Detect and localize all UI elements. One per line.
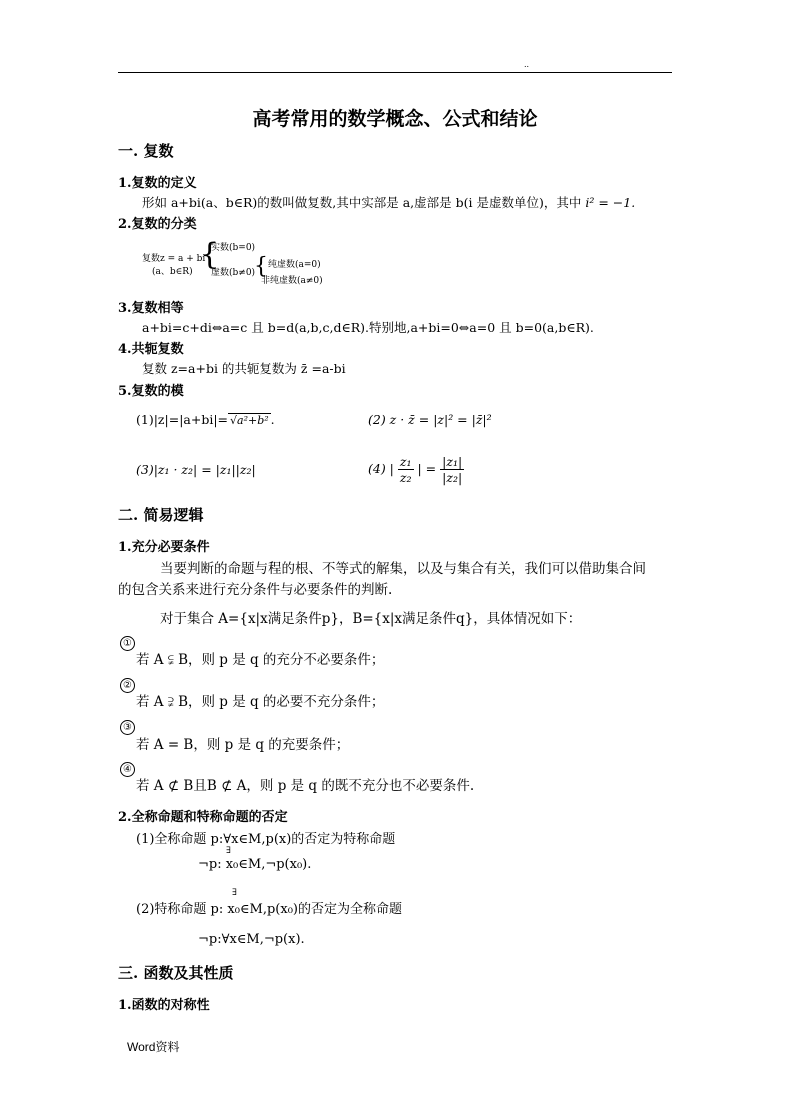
subheading-sufficient-necessary: 1.充分必要条件: [118, 540, 210, 555]
subheading-classification: 2.复数的分类: [118, 217, 197, 232]
class-main: 复数z = a + bi: [142, 254, 206, 264]
subheading-conjugate: 4.共轭复数: [118, 342, 184, 357]
section-heading-functions: 三. 函数及其性质: [118, 964, 234, 982]
modulus-4: [368, 454, 464, 485]
logic-para-1: 当要判断的命题与程的根、不等式的解集，以及与集合有关，我们可以借助集合间: [160, 561, 646, 577]
class-cond: (a、b∈R): [152, 267, 193, 277]
class-brace: {: [200, 237, 220, 272]
definition-text: [142, 193, 635, 211]
modulus-2: (2) z · z̄ = |z|² = |z̄|²: [368, 412, 492, 427]
exists-symbol-2: ∃: [232, 888, 237, 898]
logic-para-2: 的包含关系来进行充分条件与必要条件的判断.: [118, 582, 393, 598]
logic-para-3: 对于集合 A={x|x满足条件p}，B={x|x满足条件q}，具体情况如下：: [160, 611, 582, 627]
class-nonpure: 非纯虚数(a≠0): [261, 276, 323, 286]
section-heading-complex: 一. 复数: [118, 142, 174, 160]
subheading-definition: 1.复数的定义: [118, 176, 197, 191]
section-heading-logic: 二. 简易逻辑: [118, 506, 204, 524]
exists-symbol-1: ∃: [226, 846, 231, 856]
logic-case-2: 若 A ⫌ B，则 p 是 q 的必要不充分条件；: [136, 694, 385, 710]
fraction-abs-den: |z₂|: [442, 470, 463, 485]
class-real: 实数(b=0): [211, 243, 256, 253]
header-dots: ..: [524, 60, 530, 69]
fraction-den: z₂: [399, 470, 412, 485]
circle-number-1: ①: [120, 636, 135, 651]
fraction-abs-num: |z₁|: [442, 454, 463, 469]
subheading-negation: 2.全称命题和特称命题的否定: [118, 810, 288, 825]
modulus-1-lhs: (1)|z|=|a+bi|=: [136, 412, 229, 427]
subheading-equality: 3.复数相等: [118, 301, 184, 316]
logic-case-4: 若 A ⊄ B且B ⊄ A，则 p 是 q 的既不充分也不必要条件.: [136, 778, 475, 794]
circle-number-4: ④: [120, 762, 135, 777]
definition-body: 形如 a+bi(a、b∈R)的数叫做复数,其中实部是 a,虚部是 b(i 是虚数单位)，其中: [142, 195, 582, 210]
class-imag: 虚数(b≠0): [211, 268, 256, 278]
class-brace-inner: {: [254, 254, 268, 279]
circle-number-3: ③: [120, 720, 135, 735]
negation-universal-result: ¬p: x₀∈M,¬p(x₀).: [198, 857, 312, 872]
subheading-modulus: 5.复数的模: [118, 384, 184, 399]
modulus-4-eq: | =: [417, 461, 437, 476]
logic-case-3: 若 A = B，则 p 是 q 的充要条件；: [136, 737, 350, 753]
fraction-num: z₁: [399, 454, 412, 469]
fraction-z1-z2: [398, 454, 414, 485]
subheading-symmetry: 1.函数的对称性: [118, 998, 210, 1013]
fraction-abs: [440, 454, 464, 485]
sqrt-expression: √a²+b²: [230, 414, 269, 427]
class-pure: 纯虚数(a=0): [268, 260, 321, 270]
modulus-3: (3)|z₁ · z₂| = |z₁||z₂|: [136, 462, 256, 477]
footer-label: Word资料: [127, 1040, 180, 1054]
modulus-1-period: .: [270, 412, 275, 427]
definition-i-squared: i² = −1.: [585, 195, 636, 210]
negation-universal: (1)全称命题 p:∀x∈M,p(x)的否定为特称命题: [136, 832, 396, 847]
equality-text: a+bi=c+di⇔a=c 且 b=d(a,b,c,d∈R).特别地,a+bi=0⇔a=0 且 b=0(a,b∈R).: [142, 320, 594, 335]
logic-case-1: 若 A ⫋ B，则 p 是 q 的充分不必要条件；: [136, 652, 385, 668]
modulus-1: [136, 412, 275, 427]
circle-number-2: ②: [120, 678, 135, 693]
negation-existential-result: ¬p:∀x∈M,¬p(x).: [198, 932, 305, 947]
conjugate-text: 复数 z=a+bi 的共轭复数为 z̄ =a-bi: [142, 361, 346, 376]
modulus-4-lhs: (4) |: [368, 461, 394, 476]
classification-diagram: [142, 237, 372, 290]
page-title: 高考常用的数学概念、公式和结论: [252, 108, 538, 130]
negation-existential: (2)特称命题 p: x₀∈M,p(x₀)的否定为全称命题: [136, 902, 402, 917]
header-rule: [118, 72, 672, 73]
